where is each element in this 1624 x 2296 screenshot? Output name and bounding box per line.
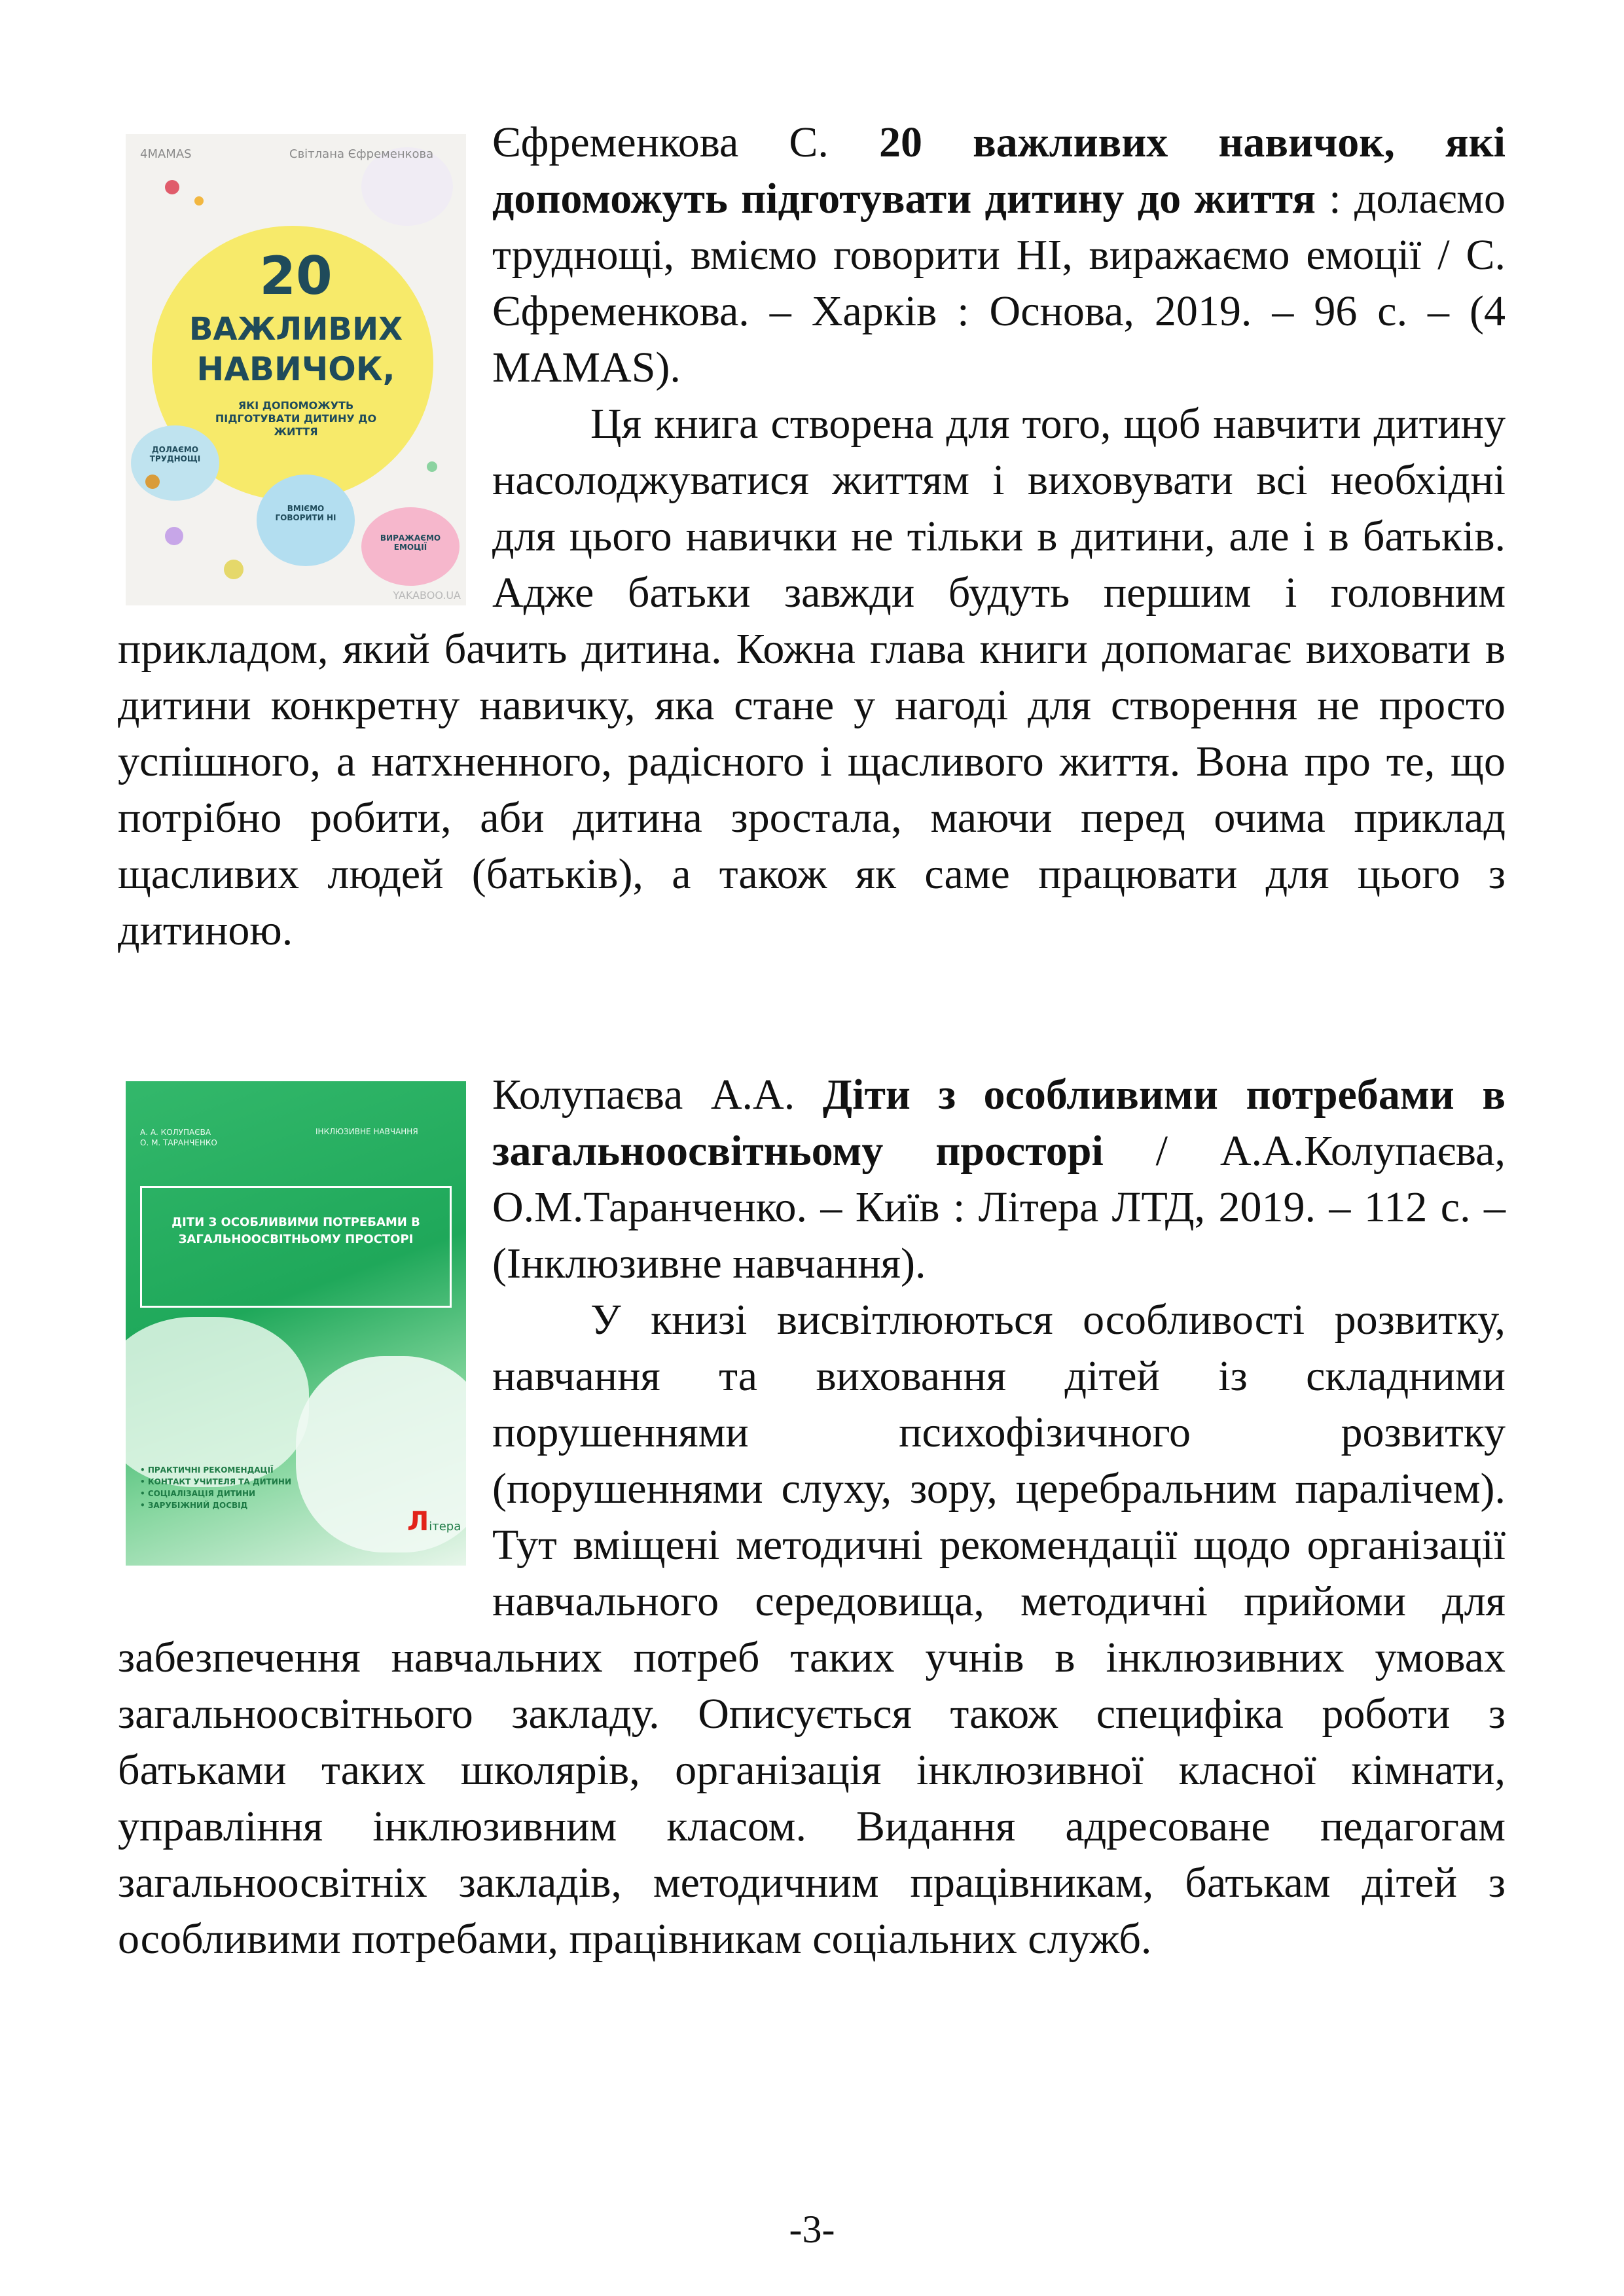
book-author: Колупаєва А.А.: [492, 1071, 823, 1119]
cover-bubble-text: ДОЛАЄМО ТРУДНОЩІ: [149, 445, 201, 463]
cover-title: ДІТИ З ОСОБЛИВИМИ ПОТРЕБАМИ В ЗАГАЛЬНООСВІТНЬОМУ ПРОСТОРІ: [171, 1215, 420, 1246]
book-cover-image: [126, 1081, 466, 1566]
cover-bullet: • ПРАКТИЧНІ РЕКОМЕНДАЦІЇ: [140, 1465, 274, 1475]
cover-title-line: ВАЖЛИВИХ: [189, 311, 403, 348]
book-details: / А.А.Колупаєва, О.М.Таранченко. – Київ : Літера ЛТД, 2019. – 112 с. – (Інклюзивне навчання).: [492, 1127, 1506, 1287]
cover-bullet: • ЗАРУБІЖНИЙ ДОСВІД: [140, 1501, 248, 1510]
book-annotation: У книзі висвітлюються особливості розвитку, навчання та виховання дітей із складними порушеннями психофізичного розвитку (порушеннями слуху, зору, церебральним паралічем). Тут вміщені методичні рекомендації щодо організації навчального середовища, методичні прийоми для забезпечення навчальних потреб таких учнів в інклюзивних умовах загальноосвітнього закладу. Описується також специфіка роботи з батьками таких школярів, організація інклюзивної класної кімнати, управління інклюзивним класом. Видання адресоване педагогам загальноосвітніх закладів, методичним працівникам, батькам дітей з особливими потребами, працівникам соціальних служб.: [118, 1296, 1506, 1963]
book-entry: [118, 1067, 1506, 1967]
cover-bullet: • СОЦІАЛІЗАЦІЯ ДИТИНИ: [140, 1489, 256, 1498]
book-entry: [118, 115, 1506, 959]
book-details: : долаємо труднощі, вміємо говорити НІ, виражаємо емоції / С. Єфременкова. – Харків : Основа, 2019. – 96 с. – (4 MAMAS).: [492, 175, 1506, 391]
cover-bullet-list: [140, 1464, 291, 1511]
cover-watermark: YAKABOO.UA: [393, 589, 461, 601]
cover-series: ІНКЛЮЗИВНЕ НАВЧАННЯ: [316, 1127, 418, 1136]
cover-title-line: НАВИЧОК,: [196, 350, 395, 388]
book-title: Діти з особливими потребами в загальноосвітньому просторі: [492, 1071, 1506, 1175]
page-number: -3-: [789, 2208, 835, 2251]
book-author: Єфременкова С.: [492, 118, 879, 166]
cover-author: Світлана Єфременкова: [289, 147, 434, 161]
cover-bubble-text: ВМІЄМО ГОВОРИТИ НІ: [275, 504, 336, 522]
cover-bullet: • КОНТАКТ УЧИТЕЛЯ ТА ДИТИНИ: [140, 1477, 291, 1486]
cover-publisher-mark: 4MAMAS: [140, 147, 192, 161]
cover-authors: А. А. КОЛУПАЄВА О. М. ТАРАНЧЕНКО: [140, 1128, 217, 1147]
cover-bubble-text: ВИРАЖАЄМО ЕМОЦІЇ: [380, 533, 441, 552]
cover-subtitle: ЯКІ ДОПОМОЖУТЬ ПІДГОТУВАТИ ДИТИНУ ДО ЖИТТЯ: [215, 399, 377, 438]
cover-title-box: [140, 1186, 452, 1308]
cover-title-number: 20: [259, 245, 333, 306]
book-title: 20 важливих навичок, які допоможуть підготувати дитину до життя: [492, 118, 1506, 223]
book-cover-image: [126, 134, 466, 605]
publisher-logo: Літера: [407, 1507, 461, 1537]
book-annotation: Ця книга створена для того, щоб навчити дитину насолоджуватися життям і виховувати всі необхідні для цього навички не тільки в дитини, але і в батьків. Адже батьки завжди будуть першим і головним прикладом, який бачить дитина. Кожна глава книги допомагає виховати в дитини конкретну навичку, яка стане у нагоді для створення не просто успішного, а натхненного, радісного і щасливого життя. Вона про те, що потрібно робити, аби дитина зростала, маючи перед очима приклад щасливих людей (батьків), а також як саме працювати для цього з дитиною.: [118, 400, 1506, 954]
